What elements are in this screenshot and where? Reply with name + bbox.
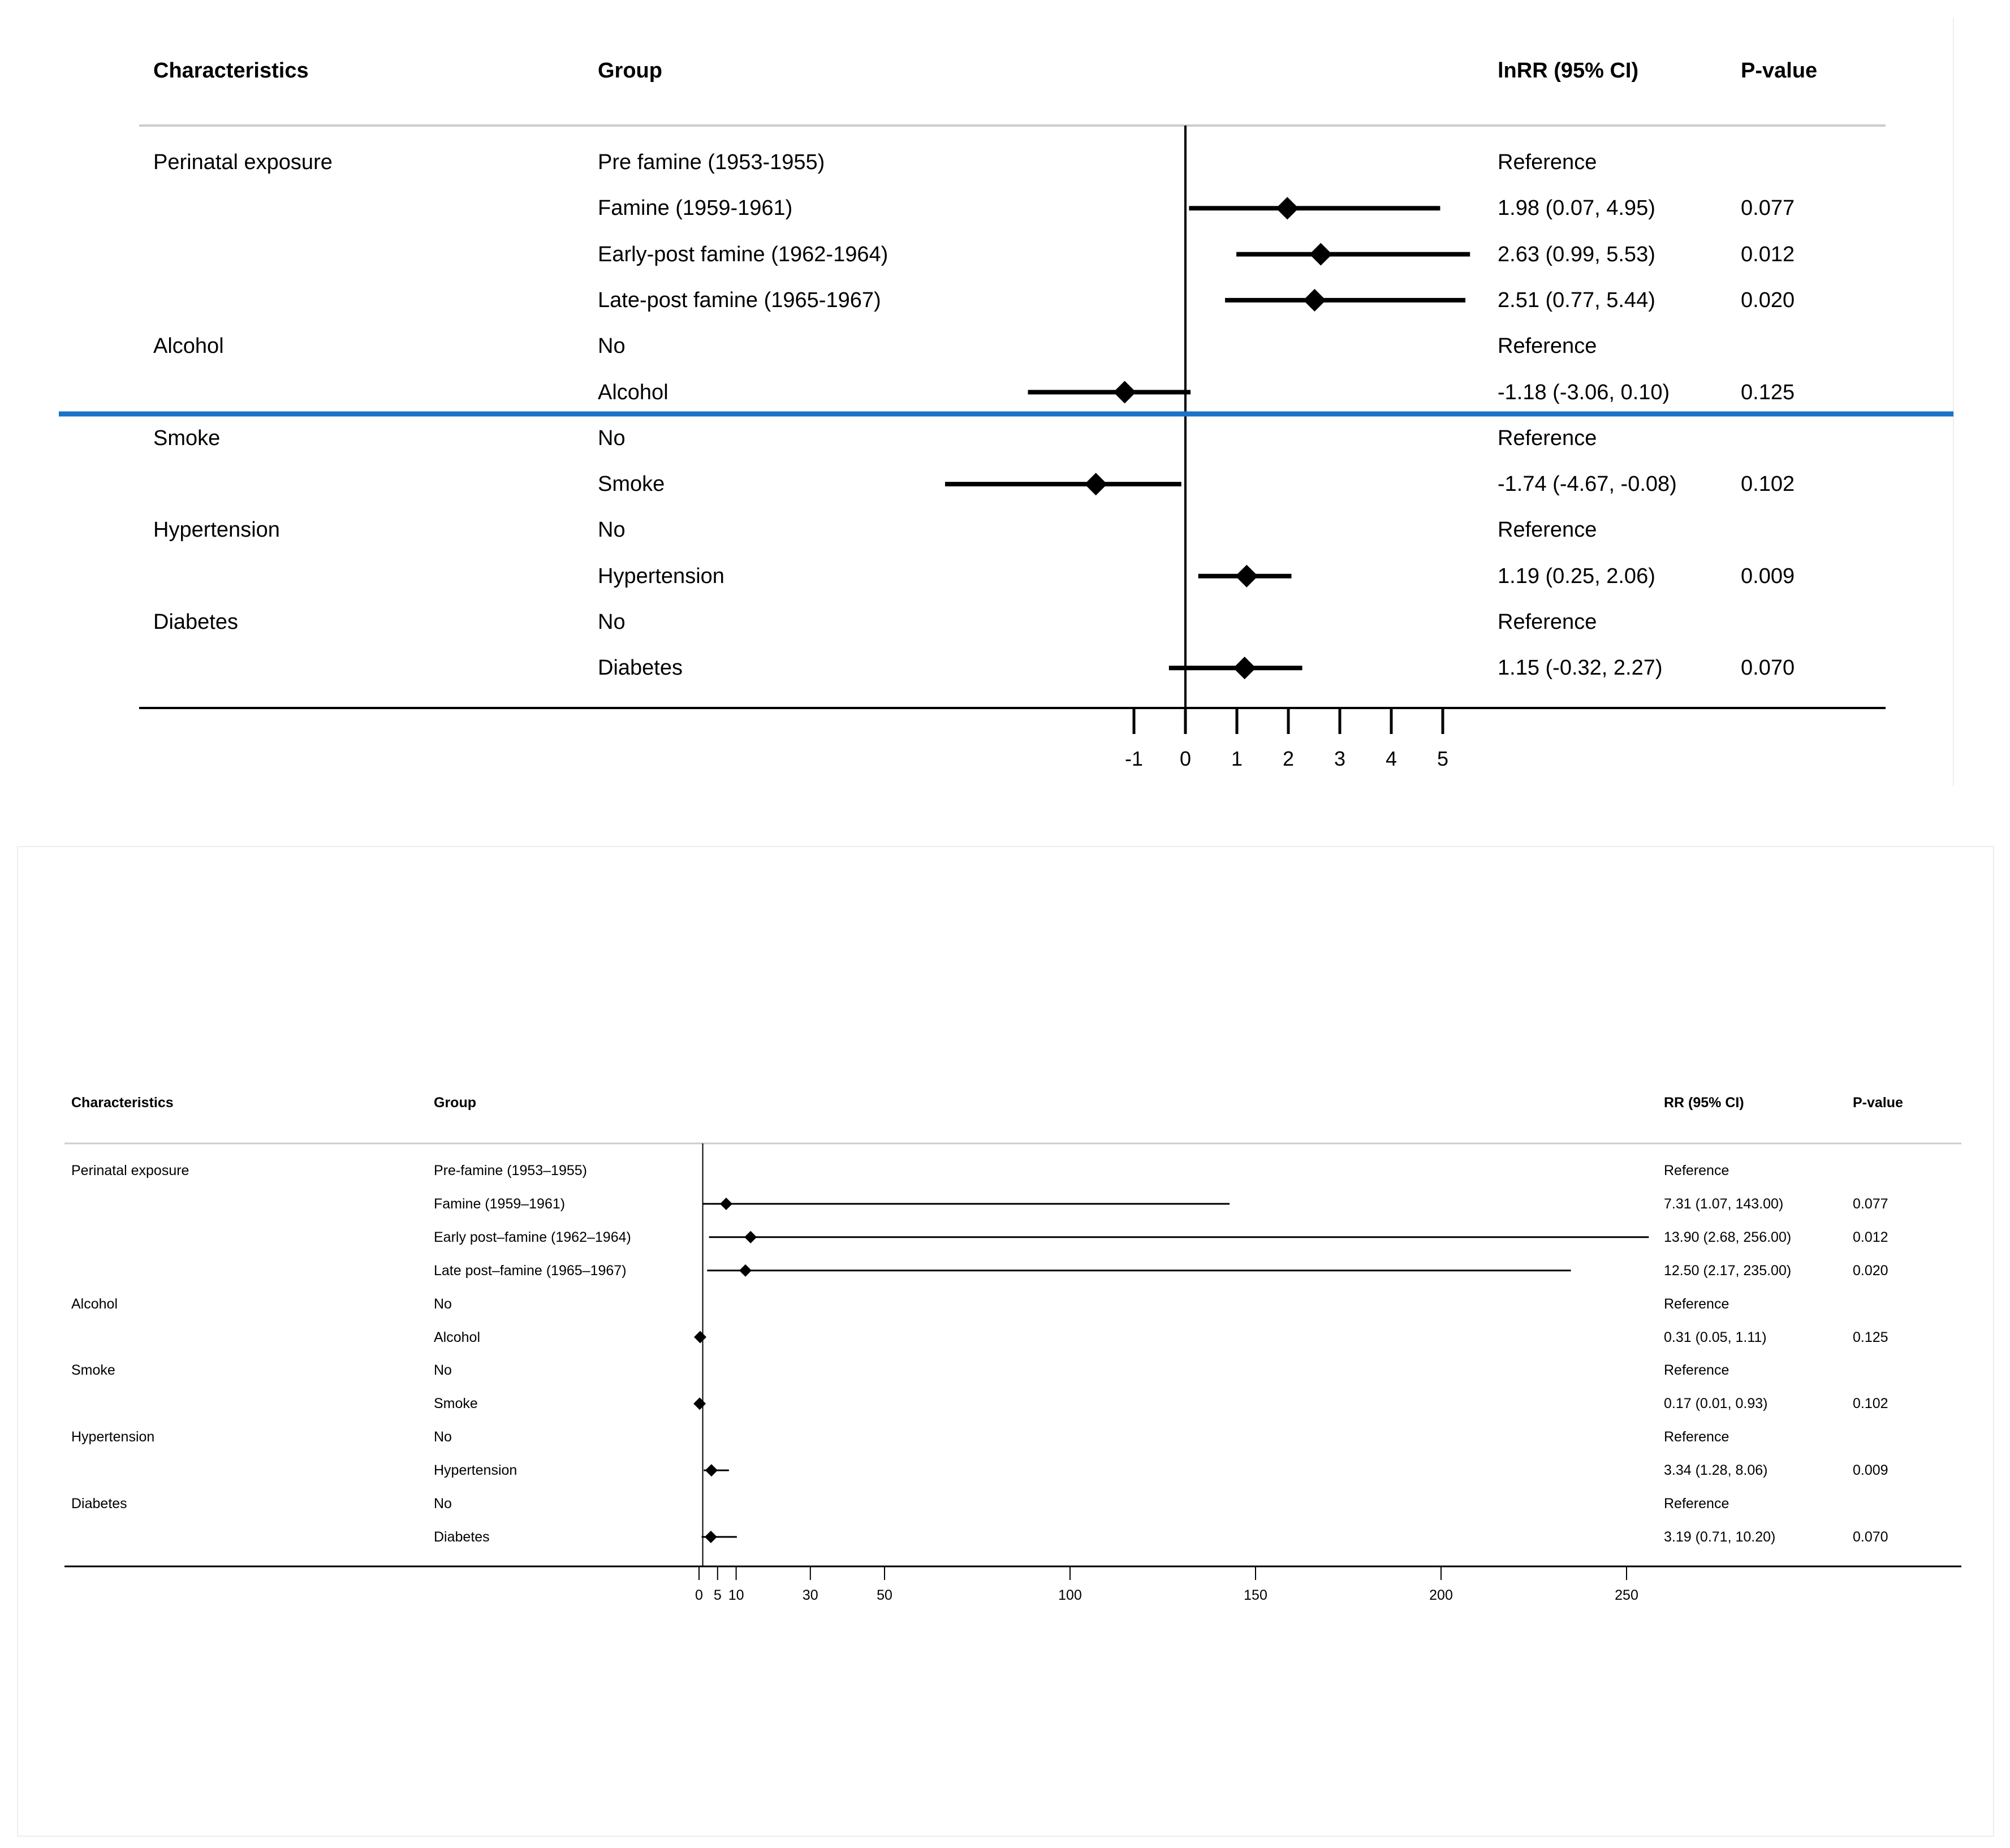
x-tick-label: 3	[1334, 747, 1346, 770]
x-tick-label: 2	[1282, 747, 1295, 770]
row-estimate: 12.50 (2.17, 235.00)	[1664, 1262, 1792, 1279]
row-pvalue: 0.102	[1853, 1396, 1888, 1412]
row-estimate: 1.98 (0.07, 4.95)	[1498, 196, 1655, 221]
x-tick-label: 30	[802, 1587, 818, 1603]
row-pvalue: 0.077	[1741, 196, 1795, 221]
row-estimate: 2.63 (0.99, 5.53)	[1498, 242, 1655, 266]
point-estimate	[1085, 473, 1107, 495]
header-characteristics: Characteristics	[153, 59, 309, 83]
row-estimate: 1.15 (-0.32, 2.27)	[1498, 656, 1663, 680]
forest-plot-graphics	[0, 0, 2010, 803]
row-estimate: Reference	[1498, 150, 1597, 174]
row-estimate: Reference	[1664, 1163, 1729, 1178]
row-estimate: Reference	[1498, 610, 1597, 634]
row-group: No	[598, 334, 626, 359]
point-estimate	[1309, 243, 1332, 266]
row-pvalue: 0.012	[1853, 1229, 1888, 1245]
row-estimate: Reference	[1498, 334, 1597, 359]
row-estimate: 13.90 (2.68, 256.00)	[1664, 1229, 1792, 1245]
row-group: No	[434, 1429, 452, 1445]
row-characteristic: Alcohol	[153, 334, 224, 359]
row-characteristic: Smoke	[71, 1362, 115, 1379]
row-characteristic: Perinatal exposure	[71, 1163, 189, 1178]
point-estimate	[744, 1231, 757, 1243]
row-pvalue: 0.125	[1853, 1329, 1888, 1345]
row-group: Hypertension	[434, 1462, 517, 1479]
x-tick-label: 100	[1058, 1587, 1082, 1603]
point-estimate	[1114, 381, 1136, 404]
row-pvalue: 0.070	[1853, 1529, 1888, 1545]
row-estimate: 2.51 (0.77, 5.44)	[1498, 288, 1655, 312]
row-group: Hypertension	[598, 564, 724, 588]
row-group: Famine (1959–1961)	[434, 1195, 566, 1212]
row-estimate: 3.34 (1.28, 8.06)	[1664, 1462, 1768, 1479]
row-characteristic: Diabetes	[153, 610, 238, 634]
x-tick-label: 200	[1429, 1587, 1453, 1603]
row-pvalue: 0.125	[1741, 380, 1795, 404]
x-tick-label: 0	[695, 1587, 703, 1603]
row-estimate: -1.18 (-3.06, 0.10)	[1498, 380, 1670, 404]
point-estimate	[1235, 565, 1258, 588]
header-pvalue: P-value	[1853, 1095, 1903, 1111]
row-characteristic: Hypertension	[71, 1429, 155, 1445]
row-estimate: 0.31 (0.05, 1.11)	[1664, 1329, 1767, 1345]
row-group: Famine (1959-1961)	[598, 196, 793, 221]
header-estimate: RR (95% CI)	[1664, 1095, 1744, 1111]
x-tick-label: -1	[1124, 747, 1144, 770]
row-group: No	[598, 518, 626, 542]
x-tick-label: 5	[713, 1587, 722, 1603]
x-tick-label: 5	[1437, 747, 1449, 770]
header-group: Group	[434, 1095, 476, 1111]
point-estimate	[693, 1397, 706, 1410]
row-group: No	[434, 1362, 452, 1379]
x-tick-label: 0	[1179, 747, 1192, 770]
header-group: Group	[598, 59, 662, 83]
row-group: Early-post famine (1962-1964)	[598, 242, 888, 266]
row-pvalue: 0.070	[1741, 656, 1795, 680]
x-tick-label: 4	[1385, 747, 1397, 770]
row-group: Early post–famine (1962–1964)	[434, 1229, 631, 1245]
row-pvalue: 0.020	[1853, 1262, 1888, 1279]
row-pvalue: 0.009	[1741, 564, 1795, 588]
point-estimate	[1303, 289, 1326, 312]
point-estimate	[1233, 657, 1256, 679]
row-group: Pre famine (1953-1955)	[598, 150, 825, 174]
row-pvalue: 0.009	[1853, 1462, 1888, 1479]
forest-plot-lnrr	[0, 0, 2010, 803]
row-estimate: Reference	[1664, 1362, 1729, 1379]
row-group: Late-post famine (1965-1967)	[598, 288, 881, 312]
row-group: Diabetes	[598, 656, 683, 680]
row-estimate: 0.17 (0.01, 0.93)	[1664, 1396, 1768, 1412]
row-estimate: Reference	[1664, 1429, 1729, 1445]
row-pvalue: 0.077	[1853, 1195, 1888, 1212]
row-estimate: Reference	[1498, 426, 1597, 450]
row-characteristic: Hypertension	[153, 518, 280, 542]
row-pvalue: 0.020	[1741, 288, 1795, 312]
row-group: Diabetes	[434, 1529, 490, 1545]
header-pvalue: P-value	[1741, 59, 1818, 83]
row-group: Pre-famine (1953–1955)	[434, 1163, 587, 1178]
row-group: No	[598, 610, 626, 634]
point-estimate	[1276, 197, 1299, 219]
row-estimate: Reference	[1498, 518, 1597, 542]
x-tick-label: 1	[1231, 747, 1243, 770]
row-estimate: 7.31 (1.07, 143.00)	[1664, 1195, 1784, 1212]
row-estimate: 3.19 (0.71, 10.20)	[1664, 1529, 1776, 1545]
x-tick-label: 10	[728, 1587, 744, 1603]
row-group: Smoke	[598, 472, 665, 496]
row-group: Smoke	[434, 1396, 478, 1412]
row-characteristic: Diabetes	[71, 1496, 127, 1512]
row-group: Alcohol	[598, 380, 668, 404]
row-characteristic: Smoke	[153, 426, 221, 450]
header-characteristics: Characteristics	[71, 1095, 174, 1111]
point-estimate	[705, 1464, 718, 1476]
row-pvalue: 0.012	[1741, 242, 1795, 266]
row-group: No	[434, 1496, 452, 1512]
row-group: No	[598, 426, 626, 450]
forest-plot-rr	[17, 846, 1994, 1837]
forest-plot-graphics	[18, 847, 1994, 1837]
point-estimate	[739, 1264, 752, 1277]
row-characteristic: Alcohol	[71, 1296, 118, 1312]
row-group: Alcohol	[434, 1329, 480, 1345]
point-estimate	[720, 1198, 732, 1210]
row-pvalue: 0.102	[1741, 472, 1795, 496]
row-group: Late post–famine (1965–1967)	[434, 1262, 627, 1279]
point-estimate	[705, 1531, 717, 1543]
row-estimate: Reference	[1664, 1296, 1729, 1312]
row-estimate: -1.74 (-4.67, -0.08)	[1498, 472, 1677, 496]
row-group: No	[434, 1296, 452, 1312]
x-tick-label: 250	[1615, 1587, 1638, 1603]
row-characteristic: Perinatal exposure	[153, 150, 333, 174]
header-estimate: lnRR (95% CI)	[1498, 59, 1639, 83]
row-estimate: Reference	[1664, 1496, 1729, 1512]
x-tick-label: 150	[1244, 1587, 1267, 1603]
point-estimate	[694, 1331, 706, 1344]
row-estimate: 1.19 (0.25, 2.06)	[1498, 564, 1655, 588]
x-tick-label: 50	[877, 1587, 892, 1603]
